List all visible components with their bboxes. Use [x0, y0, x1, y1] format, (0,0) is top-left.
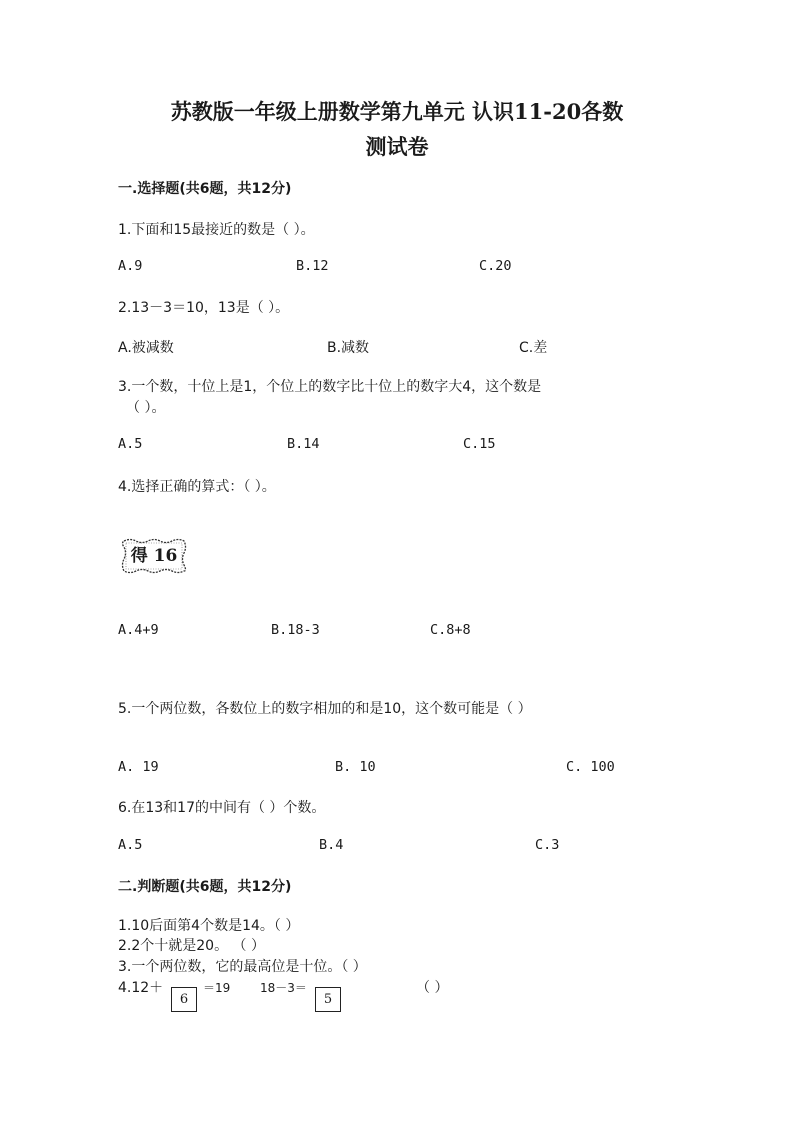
q6-option-c: C.3 [535, 837, 560, 853]
answer-box-1: 6 [171, 987, 197, 1012]
score-label: 得 16 [130, 546, 178, 566]
judgement-item-1: 1.10后面第4个数是14。（ ） [118, 918, 300, 934]
score-badge [120, 537, 188, 575]
question-2: 2.13－3＝10，13是（ ）。 [118, 300, 290, 316]
q3-option-b: B.14 [287, 436, 320, 452]
question-3: 3.一个数，十位上是1，个位上的数字比十位上的数字大4，这个数是 [118, 379, 542, 395]
answer-box-2: 5 [315, 987, 341, 1012]
judgement-item-4-expr2: 18－3＝ [260, 981, 307, 995]
q5-option-c: C. 100 [566, 759, 615, 775]
q5-option-b: B. 10 [335, 759, 376, 775]
question-6: 6.在13和17的中间有（ ）个数。 [118, 800, 326, 816]
question-3-line2: （ ）。 [126, 400, 166, 416]
page-title-line2: 测试卷 [365, 134, 429, 159]
question-5: 5.一个两位数，各数位上的数字相加的和是10，这个数可能是（ ） [118, 701, 532, 717]
q1-option-b: B.12 [296, 258, 329, 274]
judgement-item-4-paren: （ ） [416, 980, 449, 996]
q2-option-a: A.被减数 [118, 340, 174, 356]
question-4: 4.选择正确的算式：（ ）。 [118, 479, 276, 495]
q1-option-a: A.9 [118, 258, 143, 274]
section-heading-choice: 一.选择题(共6题，共12分) [118, 181, 292, 197]
q4-option-c: C.8+8 [430, 622, 471, 638]
q4-option-b: B.18-3 [271, 622, 320, 638]
judgement-item-4-eq1: ＝19 [203, 981, 231, 995]
judgement-item-2: 2.2个十就是20。 （ ） [118, 938, 265, 954]
q6-option-a: A.5 [118, 837, 143, 853]
q4-option-a: A.4+9 [118, 622, 159, 638]
q2-option-b: B.减数 [327, 340, 370, 356]
q1-option-c: C.20 [479, 258, 512, 274]
section-heading-judgement: 二.判断题(共6题，共12分) [118, 879, 292, 895]
q5-option-a: A. 19 [118, 759, 159, 775]
judgement-item-3: 3.一个两位数，它的最高位是十位。（ ） [118, 959, 367, 975]
q6-option-b: B.4 [319, 837, 344, 853]
q3-option-c: C.15 [463, 436, 496, 452]
question-1: 1.下面和15最接近的数是（ ）。 [118, 222, 315, 238]
q3-option-a: A.5 [118, 436, 143, 452]
q2-option-c: C.差 [519, 340, 548, 356]
judgement-item-4-prefix: 4.12＋ [118, 980, 164, 996]
page-title: 苏教版一年级上册数学第九单元 认识11-20各数 [170, 99, 624, 124]
